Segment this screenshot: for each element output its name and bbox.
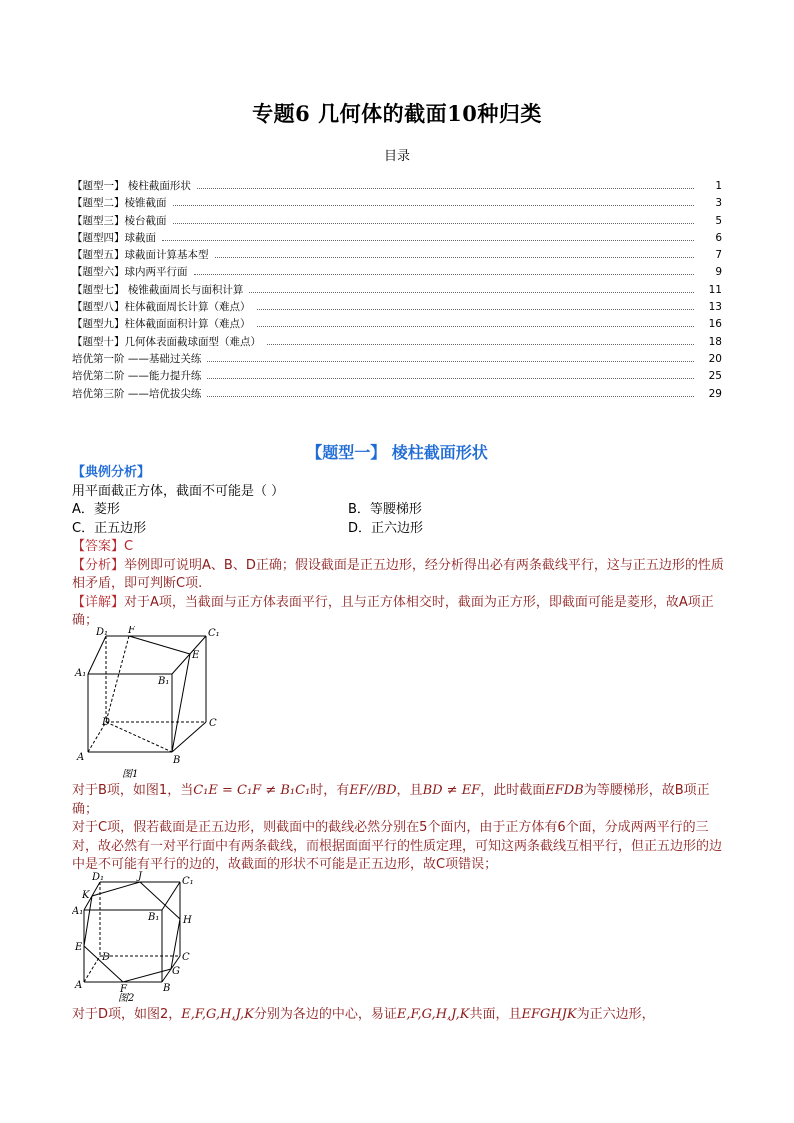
fig2-label-d: D [102,952,111,963]
fig2-label-c: C [182,952,190,963]
fig1-label-f: F [128,626,135,636]
option-b: B．等腰梯形 [348,502,422,517]
para-d-block [72,1006,732,1025]
toc-entry-label: 【题型六】球内两平行面 [72,266,188,279]
toc-entry-page: 5 [715,214,722,227]
fig1-label-c1: C₁ [208,628,220,639]
para-d-math: EFGHJK [521,1007,577,1022]
toc-entry-page: 18 [708,335,722,348]
toc-entry-page: 11 [708,283,722,296]
figure-1 [72,626,222,786]
toc-entry[interactable] [72,299,722,316]
toc-leader [197,188,694,189]
para-d [72,1006,732,1025]
toc-entry-page: 16 [708,318,722,331]
detail-text: 对于A项，当截面与正方体表面平行，且与正方体相交时，截面为正方形，即截面可能是菱形，故A项正确； [72,594,714,628]
para-b-text: ，且 [396,783,423,798]
para-d-text: 对于D项，如图2， [72,1007,182,1022]
detail-tag: 【详解】 [72,594,125,610]
fig1-label-a1: A₁ [75,668,87,679]
options-row [72,501,732,520]
toc-entry-label: 培优第一阶 ——基础过关练 [72,352,202,365]
toc-entry[interactable] [72,264,722,281]
toc-leader [257,309,695,310]
toc-entry-page: 1 [715,180,722,192]
toc-entry-page: 20 [708,352,722,365]
answer-tag: 【答案】 [72,539,125,554]
toc-entry-page: 9 [715,266,722,279]
toc-leader [207,361,694,362]
para-c: 对于C项，假若截面是正五边形，则截面中的截线必然分别在5个面内，由于正方体有6个面，分成两两平行的三对，故必然有一对平行面中有两条截线，而根据面面平行的性质定理，可知这两条截线互相平行，但正五边形的边中是不可能有平行的边的，故截面的形状不可能是正五边形，故C项错误； [72,820,723,872]
toc-leader [173,223,695,224]
toc-leader [173,205,695,206]
fig2-label-b1: B₁ [148,912,160,923]
toc-entry[interactable] [72,195,722,212]
fig1-caption: 图1 [122,769,139,780]
fig2-label-c1: C₁ [182,876,194,887]
para-b-text: 时，有 [310,783,350,798]
fig1-label-b: B [173,755,181,766]
para-b-math: C₁E = C₁F ≠ B₁C₁ [193,783,311,798]
answer-line [72,538,732,557]
table-of-contents [72,178,722,403]
document-title: 专题6 几何体的截面10种归类 [252,101,542,126]
para-d-text: 共面，且 [469,1007,522,1022]
toc-entry[interactable] [72,230,722,247]
fig1-label-b1: B₁ [158,676,170,687]
toc-leader [207,396,694,397]
fig2-caption: 图2 [118,993,135,1004]
figure-2 [72,870,202,1008]
detail-paragraph [72,594,732,631]
toc-leader [257,326,695,327]
toc-entry[interactable] [72,316,722,333]
para-d-text: 分别为各边的中心，易证 [253,1007,397,1022]
analysis-paragraph [72,557,732,594]
toc-entry-label: 【题型七】 棱锥截面周长与面积计算 [72,283,244,296]
toc-leader [215,257,695,258]
fig1-label-c: C [209,718,217,729]
toc-entry-label: 【题型九】柱体截面面积计算（难点） [72,318,251,331]
option-a: A．菱形 [72,502,120,517]
toc-entry-page: 13 [708,301,722,314]
toc-heading: 目录 [383,149,410,164]
para-b-text: 对于B项，如图1，当 [72,783,194,798]
toc-entry-label: 【题型五】球截面计算基本型 [72,249,209,262]
toc-entry[interactable] [72,386,722,403]
toc-leader [249,292,694,293]
toc-entry[interactable] [72,368,722,385]
para-b-math: EFDB [545,783,584,798]
para-d-text: 为正六边形， [576,1007,655,1022]
toc-entry-label: 【题型八】柱体截面周长计算（难点） [72,301,251,314]
para-b-text: 为等腰梯形，故B项正确； [72,783,710,817]
toc-entry-label: 【题型四】球截面 [72,231,156,244]
answer-value: C [124,539,134,554]
toc-entry-label: 培优第二阶 ——能力提升练 [72,370,202,383]
fig2-label-b: B [163,983,171,994]
toc-leader [194,274,695,275]
toc-entry-label: 【题型一】 棱柱截面形状 [72,180,191,192]
toc-entry-label: 培优第三阶 ——培优拔尖练 [72,387,202,400]
fig2-label-h: H [183,915,192,926]
fig2-label-j: J [138,871,143,882]
explanation-block [72,782,732,875]
fig1-label-d1: D₁ [96,627,109,638]
toc-entry-label: 【题型二】棱锥截面 [72,197,167,210]
toc-leader [207,378,694,379]
toc-entry-label: 【题型三】棱台截面 [72,214,167,227]
toc-entry[interactable] [72,247,722,264]
section-heading: 【题型一】 棱柱截面形状 [306,443,488,462]
fig2-label-a1: A₁ [72,906,84,917]
fig2-label-e: E [75,942,83,953]
fig1-label-d: D [102,717,111,728]
toc-entry-page: 3 [715,197,722,210]
toc-entry-page: 25 [708,370,722,383]
example-tag: 【典例分析】 [72,465,151,480]
fig2-label-g: G [172,966,180,977]
toc-entry[interactable] [72,334,722,351]
para-b [72,782,732,819]
question-text: 用平面截正方体，截面不可能是（ ） [72,483,285,499]
fig2-label-a: A [75,980,83,991]
option-c: C．正五边形 [72,520,147,536]
fig2-label-k: K [82,890,90,901]
option-d: D．正六边形 [348,520,424,536]
example-block [72,464,732,631]
toc-leader [267,344,694,345]
fig2-label-d1: D₁ [92,872,105,883]
toc-entry[interactable] [72,213,722,230]
analysis-text: 举例即可说明A、B、D正确；假设截面是正五边形，经分析得出必有两条截线平行，这与正五边形的性质相矛盾，即可判断C项. [72,557,724,591]
para-d-math: E,F,G,H,J,K [396,1007,470,1022]
toc-entry-page: 29 [708,387,722,400]
fig2-label-f: F [120,984,127,995]
para-b-math: EF//BD [349,783,397,798]
options-row [72,520,732,539]
fig1-label-a: A [77,752,85,763]
toc-leader [162,240,694,241]
toc-entry-page: 6 [715,231,722,244]
para-d-math: E,F,G,H,J,K [181,1007,254,1022]
para-b-text: ，此时截面 [480,783,546,798]
toc-entry-label: 【题型十】几何体表面截球面型（难点） [72,335,261,348]
fig1-label-e: E [192,650,200,661]
toc-entry-page: 7 [715,249,722,262]
toc-entry[interactable] [72,178,722,195]
toc-entry[interactable] [72,351,722,368]
para-b-math: BD ≠ EF [422,783,481,798]
analysis-tag: 【分析】 [72,557,125,573]
toc-entry[interactable] [72,282,722,299]
